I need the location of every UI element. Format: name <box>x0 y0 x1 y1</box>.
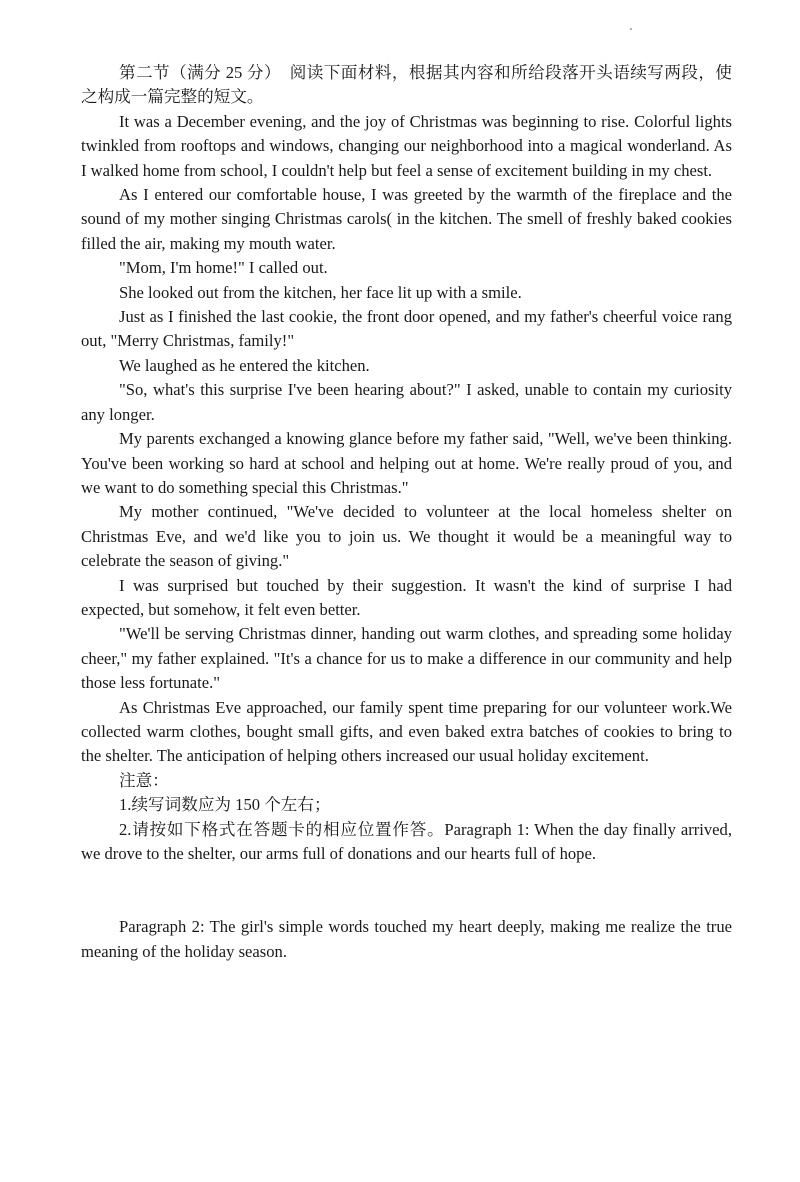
notes-item-2: 2.请按如下格式在答题卡的相应位置作答。Paragraph 1: When the day finally arrived, we drove to the shelter, our arms full of donations and our hearts full of hope. <box>81 819 732 863</box>
passage-paragraph-10: I was surprised but touched by their suggestion. It wasn't the kind of surprise I had expected, but somehow, it felt even better. <box>81 575 732 619</box>
scan-dot <box>630 28 632 30</box>
passage-paragraph-7: "So, what's this surprise I've been hearing about?" I asked, unable to contain my curiosity any longer. <box>81 380 732 424</box>
notes-heading: 注意： <box>119 770 169 790</box>
document-body <box>81 61 732 964</box>
passage-paragraph-12: As Christmas Eve approached, our family spent time preparing for our volunteer work.We collected warm clothes, bought small gifts, and even baked extra batches of cookies to bring to the shelter. The anticipation of helping others increased our usual holiday excitement. <box>81 697 732 766</box>
passage-paragraph-5: Just as I finished the last cookie, the front door opened, and my father's cheerful voice rang out, "Merry Christmas, family!" <box>81 307 732 351</box>
continuation-paragraph-2: Paragraph 2: The girl's simple words touched my heart deeply, making me realize the true meaning of the holiday season. <box>81 917 732 961</box>
notes-item-1: 1.续写词数应为 150 个左右； <box>119 795 331 815</box>
passage-paragraph-9: My mother continued, "We've decided to volunteer at the local homeless shelter on Christmas Eve, and we'd like you to join us. We thought it would be a meaningful way to celebrate the season of giving." <box>81 502 732 571</box>
passage-paragraph-3: "Mom, I'm home!" I called out. <box>119 258 328 278</box>
passage-paragraph-11: "We'll be serving Christmas dinner, handing out warm clothes, and spreading some holiday cheer," my father explained. "It's a chance for us to make a difference in our community and help those less fortunate." <box>81 624 732 693</box>
passage-paragraph-8: My parents exchanged a knowing glance before my father said, "Well, we've been thinking. You've been working so hard at school and helping out at home. We're really proud of you, and we want to do something special this Christmas." <box>81 429 732 497</box>
passage-paragraph-4: She looked out from the kitchen, her face lit up with a smile. <box>119 282 522 302</box>
passage-paragraph-2: As I entered our comfortable house, I was greeted by the warmth of the fireplace and the sound of my mother singing Christmas carols( in the kitchen. The smell of freshly baked cookies filled the air, making my mouth water. <box>81 185 732 253</box>
answer-space <box>81 866 732 915</box>
passage-paragraph-1: It was a December evening, and the joy of Christmas was beginning to rise. Colorful lights twinkled from rooftops and windows, changing our neighborhood into a magical wonderland. As I walked home from school, I couldn't help but feel a sense of excitement building in my chest. <box>81 111 732 180</box>
passage-paragraph-6: We laughed as he entered the kitchen. <box>119 355 370 375</box>
section-intro: 第二节（满分 25 分） 阅读下面材料，根据其内容和所给段落开头语续写两段，使之构成一篇完整的短文。 <box>81 63 732 107</box>
